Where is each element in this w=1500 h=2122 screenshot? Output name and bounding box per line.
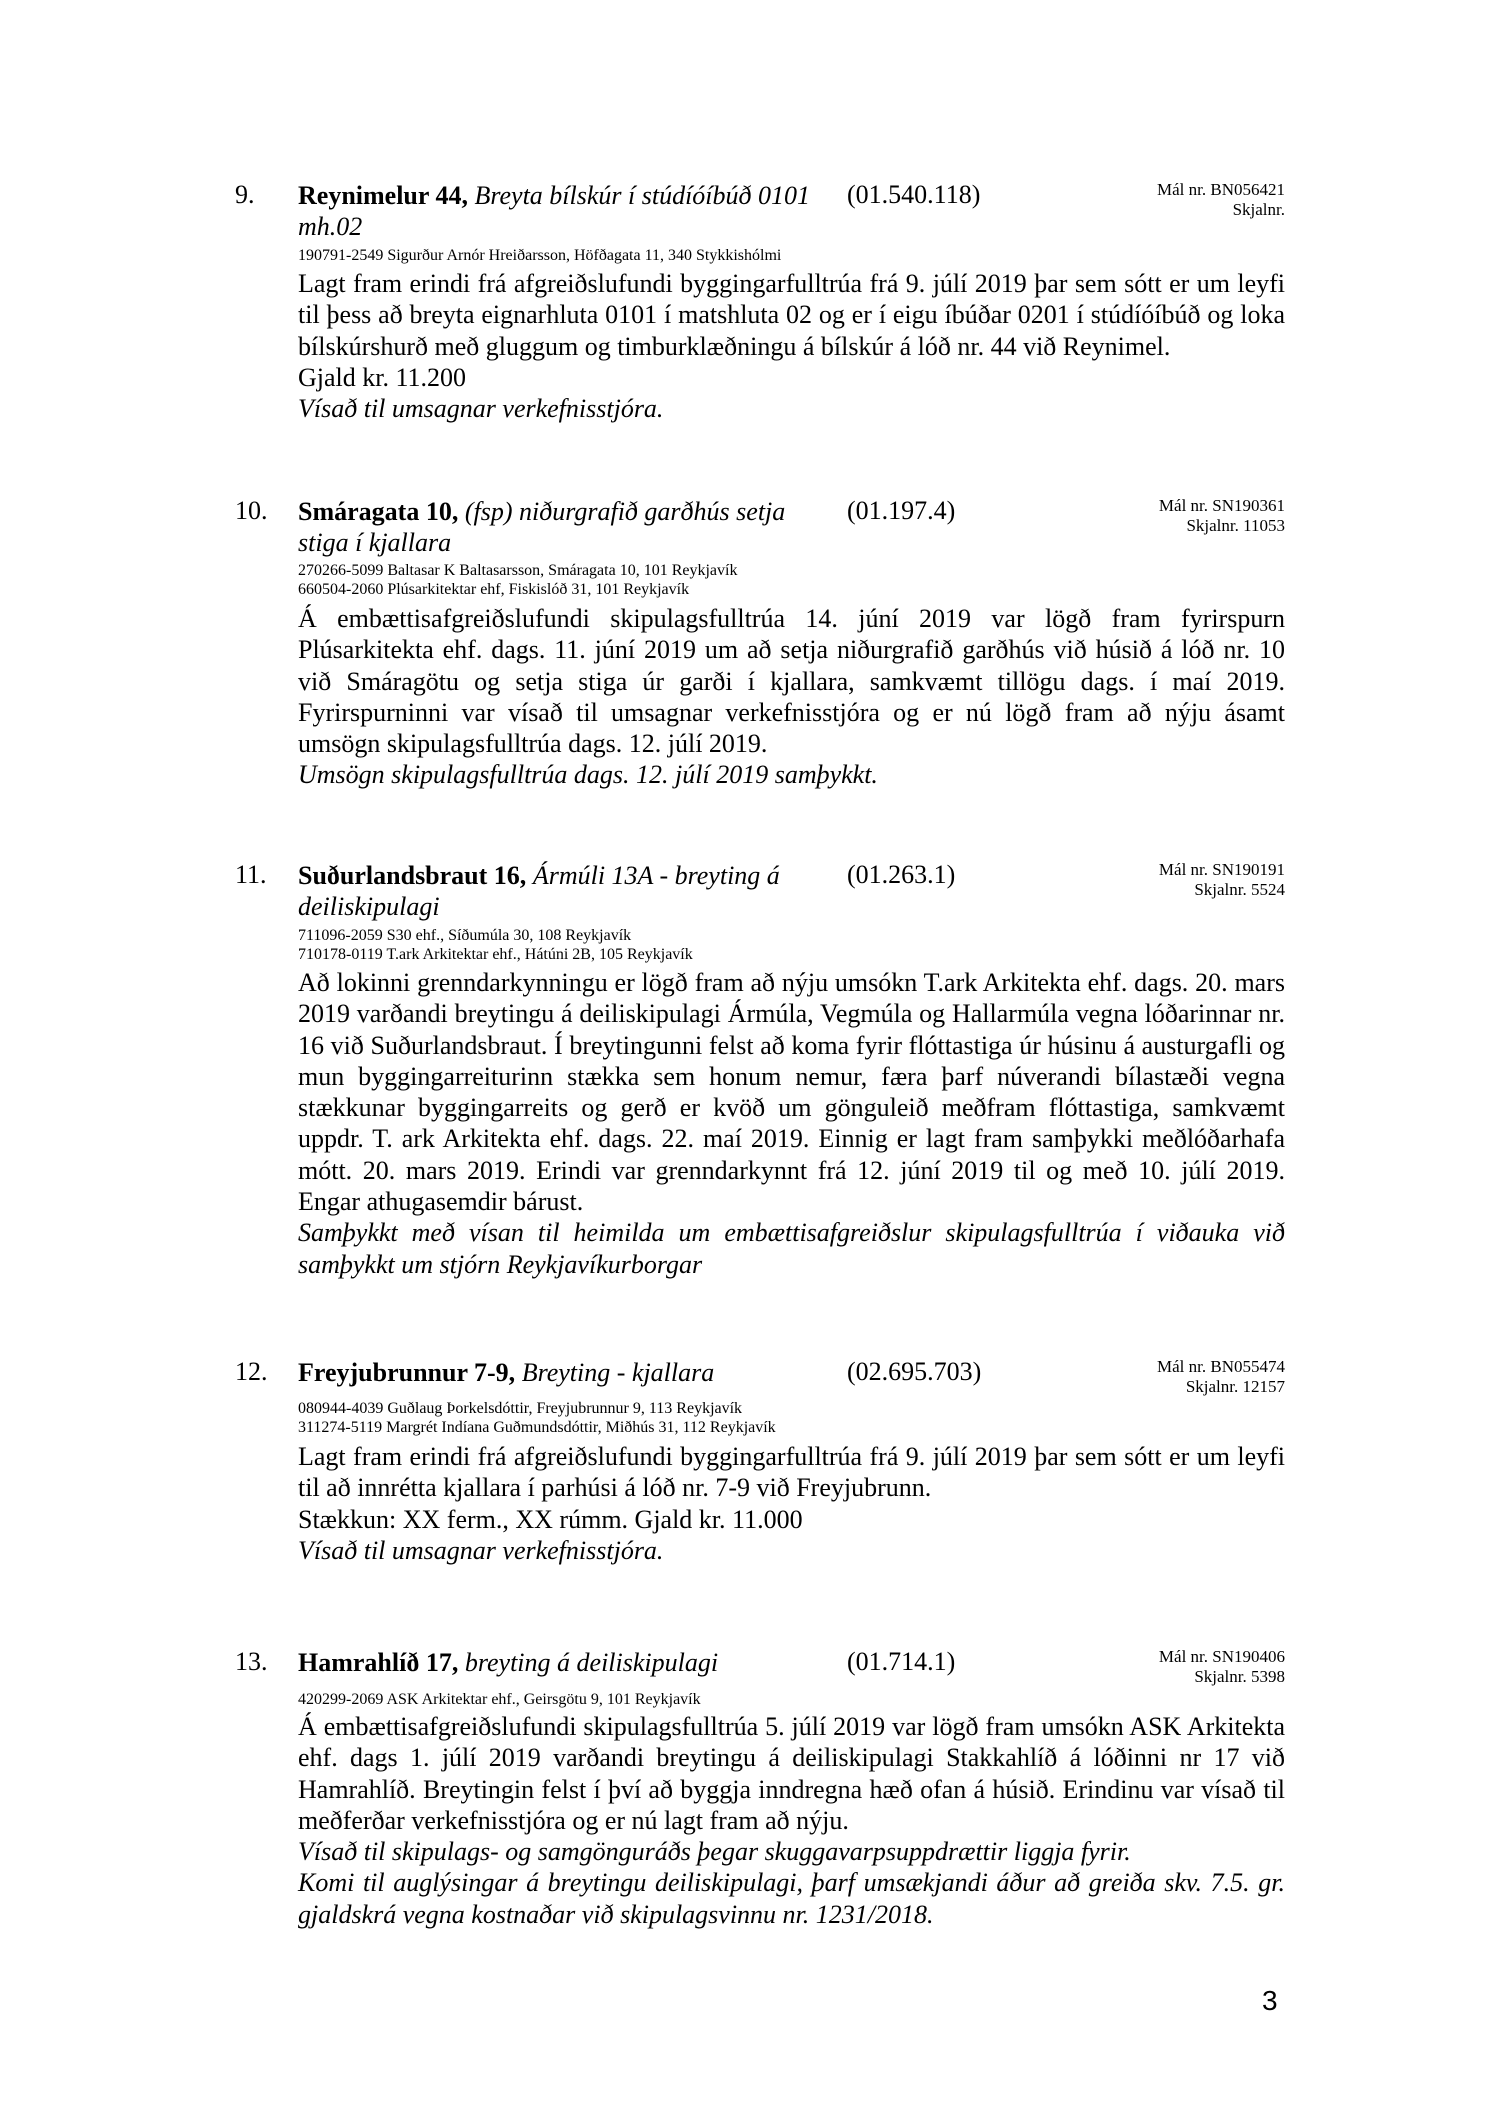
case-number: Mál nr. SN190191 [1158, 860, 1285, 879]
item-number: 12. [235, 1357, 268, 1386]
case-number: Mál nr. SN190361 [1158, 496, 1285, 515]
item-description: breyting á deiliskipulagi [464, 1648, 719, 1677]
item-code: (02.695.703) [847, 1357, 982, 1386]
item-address: Freyjubrunnur 7-9, [298, 1358, 516, 1387]
item-decision: Vísað til umsagnar verkefnisstjóra. [298, 1535, 664, 1565]
item-address: Smáragata 10, [298, 497, 459, 526]
owner-line: 270266-5099 Baltasar K Baltasarsson, Smáragata 10, 101 Reykjavík [298, 562, 738, 579]
owner-line: 420299-2069 ASK Arkitektar ehf., Geirsgötu 9, 101 Reykjavík [298, 1691, 701, 1708]
item-text: Lagt fram erindi frá afgreiðslufundi byggingarfulltrúa frá 9. júlí 2019 þar sem sótt er um leyfi til þess að breyta eignarhluta 0101 í matshluta 02 og er í eigu íbúðar 0201 í stúdíóíbúð og loka bílskúrshurð með gluggum og timburklæðningu á bílskúr á lóð nr. 44 við Reynimel. [298, 269, 1285, 361]
item-body [298, 967, 1285, 1280]
owner-line: 311274-5119 Margrét Indíana Guðmundsdóttir, Miðhús 31, 112 Reykjavík [298, 1419, 776, 1436]
item-body [298, 268, 1285, 424]
item-description: Breyta bílskúr í stúdíóíbúð 0101 mh.02 [298, 181, 811, 241]
case-number: Mál nr. SN190406 [1158, 1647, 1285, 1666]
document-number: Skjalnr. 11053 [1186, 516, 1285, 535]
item-title [298, 180, 818, 242]
item-code: (01.263.1) [847, 860, 956, 889]
item-code: (01.540.118) [847, 180, 981, 209]
item-decision: Samþykkt með vísan til heimilda um embættisafgreiðslur skipulagsfulltrúa í viðauka við samþykkt um stjórn Reykjavíkurborgar [298, 1218, 1285, 1279]
owner-line: 080944-4039 Guðlaug Þorkelsdóttir, Freyjubrunnur 9, 113 Reykjavík [298, 1400, 743, 1417]
item-description: (fsp) niðurgrafið garðhús setja stiga í kjallara [298, 497, 786, 557]
item-address: Hamrahlíð 17, [298, 1648, 459, 1677]
case-number: Mál nr. BN055474 [1157, 1357, 1285, 1376]
item-text: Að lokinni grenndarkynningu er lögð fram að nýju umsókn T.ark Arkitekta ehf. dags. 20. mars 2019 varðandi breytingu á deiliskipulagi Ármúla, Vegmúla og Hallarmúla vegna lóðarinnar nr. 16 við Suðurlandsbraut. Í breytingunni felst að koma fyrir flóttastiga úr húsinu á austurgafli og mun byggingarreiturinn stækka sem honum nemur, færa þarf núverandi bílastæði vegna stækkunar byggingarreits og gerð er kvöð um gönguleið meðfram flóttastiga, samkvæmt uppdr. T. ark Arkitekta ehf. dags. 22. maí 2019. Einnig er lagt fram samþykki meðlóðarhafa mótt. 20. mars 2019. Erindi var grenndarkynnt frá 12. júní 2019 til og með 10. júlí 2019. Engar athugasemdir bárust. [298, 968, 1285, 1217]
case-reference [1159, 496, 1285, 536]
item-description: Ármúli 13A - breyting á deiliskipulagi [298, 861, 780, 921]
case-reference [1157, 1357, 1285, 1397]
item-decision: Vísað til skipulags- og samgönguráðs þegar skuggavarpsuppdrættir liggja fyrir. [298, 1837, 1131, 1867]
item-body [298, 1711, 1285, 1930]
item-number: 9. [235, 180, 255, 209]
item-code: (01.714.1) [847, 1647, 956, 1676]
owners-list [298, 1399, 776, 1437]
item-body [298, 603, 1285, 791]
owner-line: 711096-2059 S30 ehf., Síðumúla 30, 108 Reykjavík [298, 927, 632, 944]
item-title [298, 860, 818, 922]
case-reference [1157, 180, 1285, 220]
owners-list [298, 561, 737, 599]
item-address: Reynimelur 44, [298, 181, 468, 210]
item-code: (01.197.4) [847, 496, 956, 525]
item-number: 10. [235, 496, 268, 525]
owners-list [298, 246, 781, 265]
case-reference [1159, 1647, 1285, 1687]
page-number: 3 [1262, 1985, 1278, 2016]
document-number: Skjalnr. 12157 [1185, 1377, 1285, 1396]
item-number: 13. [235, 1647, 268, 1676]
item-text: Lagt fram erindi frá afgreiðslufundi byggingarfulltrúa frá 9. júlí 2019 þar sem sótt er um leyfi til að innrétta kjallara í parhúsi á lóð nr. 7-9 við Freyjubrunn. [298, 1442, 1285, 1503]
owner-line: 710178-0119 T.ark Arkitektar ehf., Hátúni 2B, 105 Reykjavík [298, 946, 693, 963]
item-title [298, 1357, 818, 1388]
owner-line: 660504-2060 Plúsarkitektar ehf, Fiskislóð 31, 101 Reykjavík [298, 581, 690, 598]
item-text: Á embættisafgreiðslufundi skipulagsfulltrúa 5. júlí 2019 var lögð fram umsókn ASK Arkitekta ehf. dags 1. júlí 2019 varðandi breytingu á deiliskipulagi Stakkahlíð á lóðinni nr 17 við Hamrahlíð. Breytingin felst í því að byggja inndregna hæð ofan á húsið. Erindinu var vísað til meðferðar verkefnisstjóra og er nú lagt fram að nýju. [298, 1712, 1285, 1835]
item-decision-secondary: Komi til auglýsingar á breytingu deiliskipulagi, þarf umsækjandi áður að greiða skv. 7.5. gr. gjaldskrá vegna kostnaðar við skipulagsvinnu nr. 1231/2018. [298, 1868, 1285, 1929]
item-number: 11. [235, 860, 267, 889]
document-number: Skjalnr. 5524 [1194, 880, 1285, 899]
item-body [298, 1441, 1285, 1566]
owner-line: 190791-2549 Sigurður Arnór Hreiðarsson, Höfðagata 11, 340 Stykkishólmi [298, 247, 782, 264]
case-reference [1159, 860, 1285, 900]
document-number: Skjalnr. 5398 [1194, 1667, 1285, 1686]
item-extra: Gjald kr. 11.200 [298, 362, 467, 392]
item-title [298, 1647, 818, 1678]
item-title [298, 496, 818, 558]
case-number: Mál nr. BN056421 [1157, 180, 1285, 199]
owners-list [298, 1690, 701, 1709]
item-text: Á embættisafgreiðslufundi skipulagsfulltrúa 14. júní 2019 var lögð fram fyrirspurn Plúsarkitekta ehf. dags. 11. júní 2019 um að setja niðurgrafið garðhús við húsið á lóð nr. 10 við Smáragötu og setja stiga úr garði í kjallara, samkvæmt tillögu dags. í maí 2019. Fyrirspurninni var vísað til umsagnar verkefnisstjóra og er nú lögð fram að nýju ásamt umsögn skipulagsfulltrúa dags. 12. júlí 2019. [298, 604, 1285, 759]
item-extra: Stækkun: XX ferm., XX rúmm. Gjald kr. 11.000 [298, 1504, 803, 1534]
owners-list [298, 926, 693, 964]
item-decision: Vísað til umsagnar verkefnisstjóra. [298, 394, 664, 424]
item-description: Breyting - kjallara [521, 1358, 715, 1387]
item-address: Suðurlandsbraut 16, [298, 861, 527, 890]
item-decision: Umsögn skipulagsfulltrúa dags. 12. júlí 2019 samþykkt. [298, 760, 878, 790]
document-number: Skjalnr. [1232, 200, 1285, 219]
